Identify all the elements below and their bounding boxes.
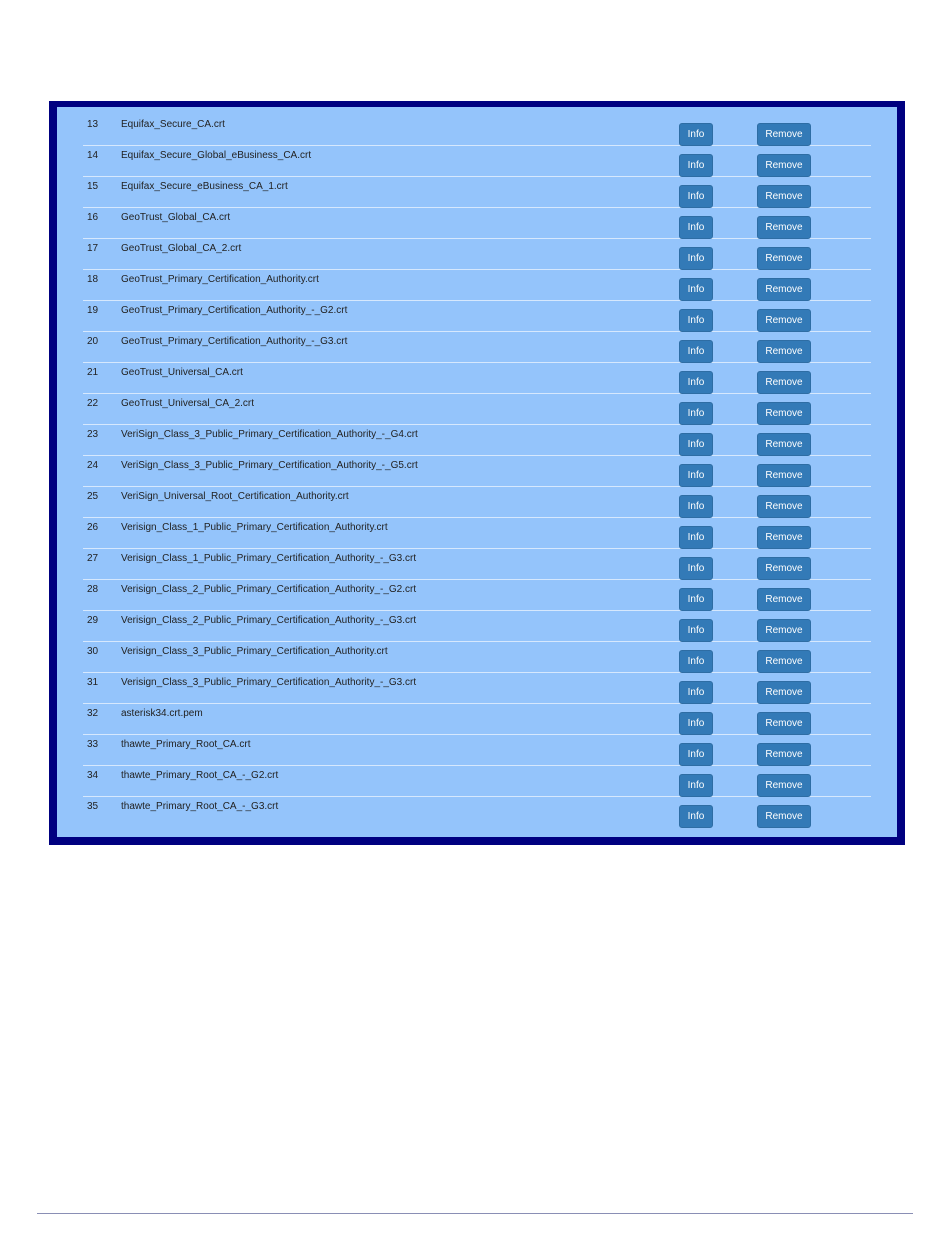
certificate-number: 27 — [87, 553, 99, 564]
certificate-filename: Verisign_Class_3_Public_Primary_Certification_Authority.crt — [121, 646, 388, 657]
certificate-number: 28 — [87, 584, 99, 595]
certificate-number: 22 — [87, 398, 99, 409]
info-button[interactable]: Info — [679, 681, 713, 704]
info-button[interactable]: Info — [679, 588, 713, 611]
remove-button[interactable]: Remove — [757, 557, 811, 580]
certificate-filename: thawte_Primary_Root_CA_-_G2.crt — [121, 770, 279, 781]
certificate-number: 16 — [87, 212, 99, 223]
certificate-table — [83, 115, 871, 827]
certificate-filename: Verisign_Class_1_Public_Primary_Certification_Authority_-_G3.crt — [121, 553, 417, 564]
remove-button[interactable]: Remove — [757, 495, 811, 518]
table-row — [83, 115, 871, 146]
info-button[interactable]: Info — [679, 216, 713, 239]
info-button[interactable]: Info — [679, 340, 713, 363]
table-row — [83, 580, 871, 611]
remove-button[interactable]: Remove — [757, 402, 811, 425]
certificate-number: 23 — [87, 429, 99, 440]
table-row — [83, 487, 871, 518]
info-button[interactable]: Info — [679, 743, 713, 766]
certificate-number: 32 — [87, 708, 99, 719]
certificate-number: 19 — [87, 305, 99, 316]
certificate-number: 31 — [87, 677, 99, 688]
remove-button[interactable]: Remove — [757, 216, 811, 239]
certificate-filename: Equifax_Secure_CA.crt — [121, 119, 225, 130]
info-button[interactable]: Info — [679, 495, 713, 518]
remove-button[interactable]: Remove — [757, 309, 811, 332]
certificate-filename: asterisk34.crt.pem — [121, 708, 203, 719]
certificate-number: 15 — [87, 181, 99, 192]
table-row — [83, 797, 871, 827]
table-row — [83, 766, 871, 797]
certificate-filename: GeoTrust_Primary_Certification_Authority_-_G2.crt — [121, 305, 348, 316]
footer-divider — [37, 1213, 913, 1214]
certificate-number: 24 — [87, 460, 99, 471]
certificate-filename: GeoTrust_Universal_CA.crt — [121, 367, 243, 378]
info-button[interactable]: Info — [679, 650, 713, 673]
remove-button[interactable]: Remove — [757, 185, 811, 208]
remove-button[interactable]: Remove — [757, 588, 811, 611]
info-button[interactable]: Info — [679, 278, 713, 301]
info-button[interactable]: Info — [679, 774, 713, 797]
certificate-number: 18 — [87, 274, 99, 285]
table-row — [83, 394, 871, 425]
info-button[interactable]: Info — [679, 464, 713, 487]
remove-button[interactable]: Remove — [757, 123, 811, 146]
certificate-number: 35 — [87, 801, 99, 812]
certificate-filename: VeriSign_Class_3_Public_Primary_Certification_Authority_-_G5.crt — [121, 460, 418, 471]
certificate-number: 34 — [87, 770, 99, 781]
info-button[interactable]: Info — [679, 619, 713, 642]
certificate-filename: GeoTrust_Global_CA_2.crt — [121, 243, 242, 254]
certificate-number: 13 — [87, 119, 99, 130]
table-row — [83, 239, 871, 270]
certificate-number: 14 — [87, 150, 99, 161]
info-button[interactable]: Info — [679, 433, 713, 456]
info-button[interactable]: Info — [679, 123, 713, 146]
certificate-filename: Equifax_Secure_eBusiness_CA_1.crt — [121, 181, 288, 192]
info-button[interactable]: Info — [679, 371, 713, 394]
remove-button[interactable]: Remove — [757, 805, 811, 828]
remove-button[interactable]: Remove — [757, 774, 811, 797]
certificate-filename: VeriSign_Universal_Root_Certification_Authority.crt — [121, 491, 349, 502]
remove-button[interactable]: Remove — [757, 154, 811, 177]
remove-button[interactable]: Remove — [757, 464, 811, 487]
certificate-filename: Verisign_Class_3_Public_Primary_Certification_Authority_-_G3.crt — [121, 677, 417, 688]
info-button[interactable]: Info — [679, 402, 713, 425]
remove-button[interactable]: Remove — [757, 371, 811, 394]
info-button[interactable]: Info — [679, 526, 713, 549]
certificate-number: 21 — [87, 367, 99, 378]
table-row — [83, 611, 871, 642]
certificate-filename: GeoTrust_Universal_CA_2.crt — [121, 398, 255, 409]
certificate-number: 29 — [87, 615, 99, 626]
certificate-filename: thawte_Primary_Root_CA.crt — [121, 739, 251, 750]
table-row — [83, 363, 871, 394]
remove-button[interactable]: Remove — [757, 650, 811, 673]
remove-button[interactable]: Remove — [757, 743, 811, 766]
table-row — [83, 518, 871, 549]
info-button[interactable]: Info — [679, 805, 713, 828]
remove-button[interactable]: Remove — [757, 526, 811, 549]
table-row — [83, 270, 871, 301]
info-button[interactable]: Info — [679, 154, 713, 177]
certificate-number: 26 — [87, 522, 99, 533]
table-row — [83, 549, 871, 580]
remove-button[interactable]: Remove — [757, 619, 811, 642]
table-row — [83, 735, 871, 766]
certificate-filename: Equifax_Secure_Global_eBusiness_CA.crt — [121, 150, 312, 161]
certificate-number: 20 — [87, 336, 99, 347]
remove-button[interactable]: Remove — [757, 340, 811, 363]
certificate-list-panel — [57, 107, 897, 837]
certificate-filename: GeoTrust_Global_CA.crt — [121, 212, 231, 223]
table-row — [83, 642, 871, 673]
certificate-filename: Verisign_Class_2_Public_Primary_Certification_Authority_-_G3.crt — [121, 615, 417, 626]
table-row — [83, 673, 871, 704]
info-button[interactable]: Info — [679, 185, 713, 208]
info-button[interactable]: Info — [679, 712, 713, 735]
certificate-number: 17 — [87, 243, 99, 254]
certificate-number: 25 — [87, 491, 99, 502]
certificate-filename: Verisign_Class_2_Public_Primary_Certification_Authority_-_G2.crt — [121, 584, 417, 595]
certificate-filename: Verisign_Class_1_Public_Primary_Certification_Authority.crt — [121, 522, 388, 533]
info-button[interactable]: Info — [679, 309, 713, 332]
certificate-list-frame — [49, 101, 905, 845]
certificate-number: 30 — [87, 646, 99, 657]
table-row — [83, 177, 871, 208]
certificate-filename: GeoTrust_Primary_Certification_Authority.crt — [121, 274, 319, 285]
certificate-number: 33 — [87, 739, 99, 750]
certificate-filename: GeoTrust_Primary_Certification_Authority_-_G3.crt — [121, 336, 348, 347]
remove-button[interactable]: Remove — [757, 712, 811, 735]
table-row — [83, 146, 871, 177]
remove-button[interactable]: Remove — [757, 278, 811, 301]
table-row — [83, 301, 871, 332]
info-button[interactable]: Info — [679, 247, 713, 270]
table-row — [83, 704, 871, 735]
table-row — [83, 425, 871, 456]
certificate-filename: VeriSign_Class_3_Public_Primary_Certification_Authority_-_G4.crt — [121, 429, 418, 440]
remove-button[interactable]: Remove — [757, 681, 811, 704]
remove-button[interactable]: Remove — [757, 433, 811, 456]
table-row — [83, 208, 871, 239]
table-row — [83, 332, 871, 363]
remove-button[interactable]: Remove — [757, 247, 811, 270]
table-row — [83, 456, 871, 487]
info-button[interactable]: Info — [679, 557, 713, 580]
certificate-filename: thawte_Primary_Root_CA_-_G3.crt — [121, 801, 279, 812]
